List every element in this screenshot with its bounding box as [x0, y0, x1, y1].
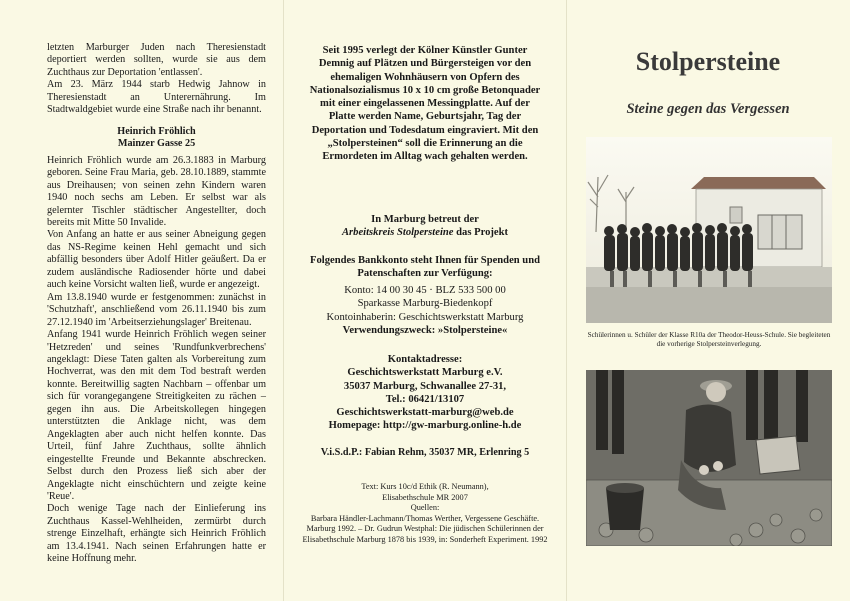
bank-intro: Folgendes Bankkonto steht Ihnen für Spenden und Patenschaften zur Verfügung: [309, 255, 540, 280]
project-info [308, 213, 542, 240]
left-panel [0, 0, 283, 601]
bank-line: Verwendungszweck: »Stolpersteine« [342, 324, 508, 336]
credits-block [300, 482, 550, 545]
left-text-block [47, 42, 266, 566]
contact-label: Kontaktadresse: [387, 354, 463, 365]
person-address: Mainzer Gasse 25 [117, 138, 196, 150]
project-line [308, 226, 542, 239]
person-heading [47, 126, 266, 151]
paragraph: Von Anfang an hatte er aus seiner Abneigung gegen das NS-Regime keinen Hehl gemacht und sich abfällig besonders über Adolf Hitler geäußert. Da er zudem ausländische Radiosender hörte und dabei auch keine Vorsicht walten ließ, wurde er angezeigt. [47, 229, 266, 291]
credit-line: Elisabethschule MR 2007 [382, 492, 468, 502]
project-line: In Marburg betreut der [371, 214, 479, 225]
photo-caption: Schülerinnen u. Schüler der Klasse R10a der Theodor-Heuss-Schule. Sie begleiteten die vorherige Stolpersteinverlegung. [587, 331, 831, 348]
intro-text: Seit 1995 verlegt der Kölner Künstler Gunter Demnig auf Plätzen und Bürgersteigen vor den ehemaligen Wohnhäusern von Opfern des Nationalsozialismus 10 x 10 cm große Betonquader mit einer eingelassenen Messingplatte. Auf der Platte werden Name, Geburtsjahr, Tag der Deportation und Todesdatum eingraviert. Mit den „Stolpersteinen“ soll die Erinnerung an die Ermordeten im Alltag wach gehalten werden. [309, 45, 541, 163]
credit-line: Barbara Händler-Lachmann/Thomas Werther, Vergessene Geschäfte. Marburg 1992. – Dr. Gudrun Westphal: Die jüdischen Schülerinnen der Elisabethschule Marburg 1878 bis 1939, in: Sonderheft Experiment. 1992 [302, 513, 548, 544]
bank-details [308, 284, 542, 337]
stone-laying-photo [586, 370, 832, 546]
contact-line: Tel.: 06421/13107 [385, 393, 465, 405]
paragraph: letzten Marburger Juden nach Theresienstadt deportiert werden sollten, wurde sie aus dem Zuchthaus zur Deportation 'entlassen'. [47, 42, 266, 78]
paragraph: Heinrich Fröhlich wurde am 26.3.1883 in Marburg geboren. Seine Frau Maria, geb. 28.10.1889, stammte aus Dreihausen; von seinen zehn Kindern waren 1940 noch sechs am Leben. Er selbst war als gelernter Tischler städtischer Angestellter, doch bereits mit Mitte 50 Invalide. [47, 154, 266, 228]
paragraph: Anfang 1941 wurde Heinrich Fröhlich wegen seiner 'Hetzreden' und seines 'Rundfunkverbrechens' angeklagt: Diese Taten galten als Vorbereitung zum Hochverrat, was den mit dem Tod bestraft werden konnte. Bereitwillig sagten Nachbarn – offenbar um sich für vorangegangene Streitigkeiten zu rächen – gegen ihn aus. Die Arbeitskollegen hingegen unterstützten die Anklage nicht, was dem Angeklagten aber auch nicht helfen konnte. Das Urteil, fünf Jahre Zuchthaus, sollte ähnlich eingestellte Freunde und Bekannte abschrecken. Selbst durch den Prozess ließ sich aber der Angeklagte nicht einschüchtern und zeigte keine 'Reue'. [47, 329, 266, 502]
right-panel [566, 0, 850, 601]
paragraph: Doch wenige Tage nach der Einlieferung ins Zuchthaus Kassel-Wehlheiden, zermürbt durch strenge Einzelhaft, erhängte sich Heinrich Fröhlich am 13.4.1941. Nach seinen Erfahrungen hatte er keine Hoffnung mehr. [47, 503, 266, 565]
paragraph: Am 23. März 1944 starb Hedwig Jahnow in Theresienstadt an Unterernährung. Im Stadtwaldgebiet wurde eine Straße nach ihr benannt. [47, 79, 266, 116]
middle-panel [283, 0, 566, 601]
person-name: Heinrich Fröhlich [117, 125, 196, 137]
bank-line: Kontoinhaberin: Geschichtswerkstatt Marburg [326, 311, 524, 323]
brochure-subtitle: Steine gegen das Vergessen [626, 101, 790, 117]
contact-line: 35037 Marburg, Schwanallee 27-31, [343, 380, 507, 392]
visdp-line: V.i.S.d.P.: Fabian Rehm, 35037 MR, Erlenring 5 [320, 447, 530, 458]
class-group-photo [586, 137, 832, 323]
project-name: Arbeitskreis Stolpersteine [341, 227, 454, 239]
project-rest: das Projekt [453, 227, 509, 239]
credit-line: Quellen: [410, 503, 440, 512]
credit-line: Text: Kurs 10c/d Ethik (R. Neumann), [361, 482, 489, 491]
contact-block [308, 353, 542, 433]
bank-line: Sparkasse Marburg-Biedenkopf [357, 298, 493, 310]
contact-homepage[interactable]: Homepage: http://gw-marburg.online-h.de [328, 420, 522, 432]
bank-line: Konto: 14 00 30 45 · BLZ 533 500 00 [344, 285, 506, 296]
paragraph: Am 13.8.1940 wurde er festgenommen: zunächst in 'Schutzhaft', anschließend vom 26.11.1940 bis zum 27.12.1940 im 'Arbeitserziehungslager' Breitenau. [47, 291, 266, 328]
brochure-title: Stolpersteine [635, 47, 781, 76]
contact-line: Geschichtswerkstatt Marburg e.V. [347, 367, 503, 379]
contact-email[interactable]: Geschichtswerkstatt-marburg@web.de [336, 407, 514, 419]
